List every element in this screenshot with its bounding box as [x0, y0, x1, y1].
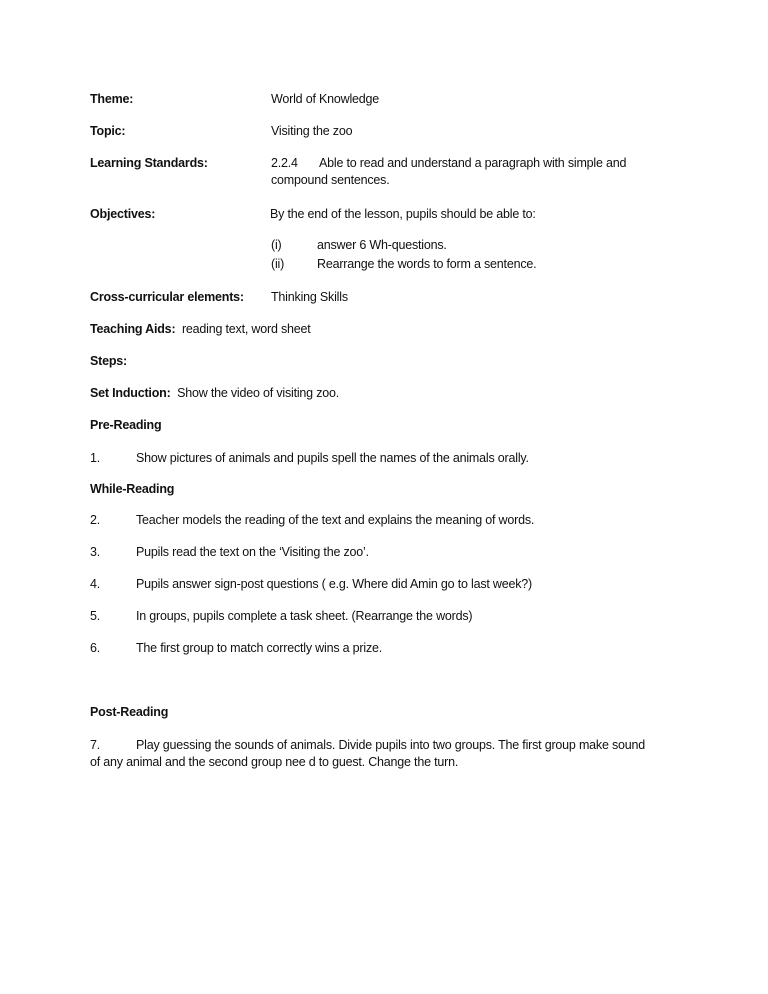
step-item [90, 736, 645, 754]
step-number: 4. [90, 577, 101, 591]
objective-item [271, 236, 447, 254]
step-text: Show pictures of animals and pupils spell the names of the animals orally. [136, 451, 529, 465]
teaching-aids-line [90, 320, 311, 338]
set-induction-label: Set Induction: [90, 386, 171, 400]
learning-standard-code: 2.2.4 [271, 156, 298, 170]
step-text-line-2: of any animal and the second group nee d to guest. Change the turn. [90, 755, 459, 769]
post-reading-heading: Post-Reading [90, 705, 169, 719]
topic-value: Visiting the zoo [271, 124, 353, 138]
step-number: 3. [90, 545, 101, 559]
set-induction-line [90, 384, 339, 402]
cross-curricular-value: Thinking Skills [271, 290, 348, 304]
teaching-aids-value: reading text, word sheet [181, 322, 311, 336]
steps-label: Steps: [90, 354, 128, 368]
objective-number: (i) [271, 238, 282, 252]
step-number: 2. [90, 513, 101, 527]
step-item [90, 449, 529, 467]
topic-label: Topic: [90, 124, 126, 138]
objective-item [271, 255, 536, 273]
objective-text: answer 6 Wh-questions. [317, 238, 447, 252]
theme-label: Theme: [90, 92, 134, 106]
step-text: Teacher models the reading of the text and explains the meaning of words. [136, 513, 535, 527]
theme-value: World of Knowledge [271, 92, 380, 106]
while-reading-heading: While-Reading [90, 482, 175, 496]
set-induction-text: Show the video of visiting zoo. [177, 386, 340, 400]
step-number: 6. [90, 641, 101, 655]
step-number: 1. [90, 451, 101, 465]
teaching-aids-label: Teaching Aids: [90, 322, 176, 336]
step-item [90, 575, 532, 593]
pre-reading-heading: Pre-Reading [90, 418, 162, 432]
learning-standards-line-1 [271, 154, 626, 172]
learning-standards-label: Learning Standards: [90, 156, 208, 170]
step-item [90, 607, 472, 625]
step-number: 5. [90, 609, 101, 623]
objective-number: (ii) [271, 257, 285, 271]
step-text: The first group to match correctly wins a prize. [136, 641, 383, 655]
step-text-line-1: Play guessing the sounds of animals. Divide pupils into two groups. The first group make sound [136, 738, 646, 752]
learning-standard-text-2: compound sentences. [271, 173, 390, 187]
learning-standard-text-1: Able to read and understand a paragraph with simple and [319, 156, 627, 170]
step-text: Pupils read the text on the ‘Visiting the zoo’. [136, 545, 369, 559]
step-text: In groups, pupils complete a task sheet. (Rearrange the words) [136, 609, 473, 623]
step-item [90, 543, 369, 561]
step-item [90, 639, 382, 657]
objectives-label: Objectives: [90, 207, 156, 221]
objectives-intro: By the end of the lesson, pupils should be able to: [270, 207, 536, 221]
objective-text: Rearrange the words to form a sentence. [317, 257, 537, 271]
step-text: Pupils answer sign-post questions ( e.g. Where did Amin go to last week?) [136, 577, 533, 591]
step-item [90, 511, 534, 529]
step-number: 7. [90, 738, 101, 752]
cross-curricular-label: Cross-curricular elements: [90, 290, 244, 304]
